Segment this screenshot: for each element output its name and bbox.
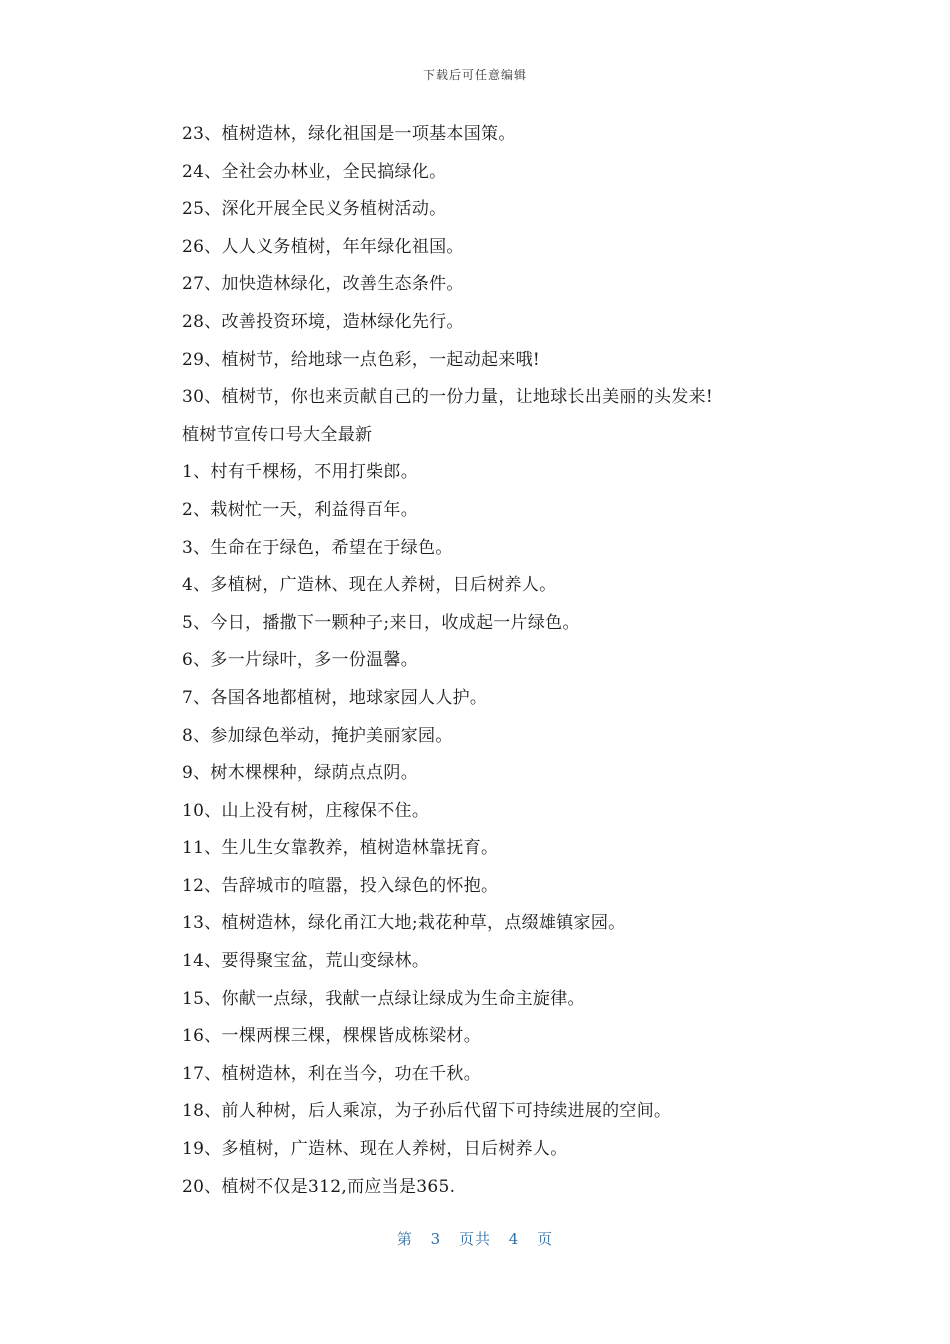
page-footer: 第 3 页共 4 页 (396, 1230, 554, 1248)
page-header: 下载后可任意编辑 (422, 68, 527, 82)
text-line: 29、植树节，给地球一点色彩，一起动起来哦! (182, 349, 541, 370)
text-line: 26、人人义务植树，年年绿化祖国。 (182, 236, 464, 257)
text-line: 24、全社会办林业，全民搞绿化。 (182, 161, 447, 182)
text-line: 12、告辞城市的喧嚣，投入绿色的怀抱。 (182, 875, 499, 896)
text-line: 16、一棵两棵三棵，棵棵皆成栋梁材。 (182, 1026, 482, 1047)
text-line: 11、生儿生女靠教养，植树造林靠抚育。 (182, 838, 499, 859)
text-line: 8、参加绿色举动，掩护美丽家园。 (182, 725, 453, 746)
text-line: 1、村有千棵杨，不用打柴郎。 (182, 462, 419, 483)
text-line: 18、前人种树，后人乘凉，为子孙后代留下可持续进展的空间。 (182, 1101, 672, 1122)
text-line: 27、加快造林绿化，改善生态条件。 (182, 274, 464, 295)
text-line: 30、植树节，你也来贡献自己的一份力量，让地球长出美丽的头发来! (182, 387, 714, 408)
text-line: 2、栽树忙一天，利益得百年。 (182, 499, 419, 520)
text-line: 13、植树造林，绿化甬江大地;栽花种草，点缀雄镇家园。 (182, 913, 626, 934)
section-heading: 植树节宣传口号大全最新 (182, 424, 373, 445)
text-line: 14、要得聚宝盆，荒山变绿林。 (182, 951, 430, 972)
text-line: 25、深化开展全民义务植树活动。 (182, 199, 447, 220)
text-line: 3、生命在于绿色，希望在于绿色。 (182, 537, 453, 558)
text-line: 4、多植树，广造林、现在人养树，日后树养人。 (182, 575, 557, 596)
text-line: 28、改善投资环境，造林绿化先行。 (182, 311, 464, 332)
text-line: 20、植树不仅是312,而应当是365. (182, 1176, 456, 1197)
text-line: 19、多植树，广造林、现在人养树，日后树养人。 (182, 1139, 568, 1160)
text-line: 7、各国各地都植树，地球家园人人护。 (182, 687, 488, 708)
text-line: 9、树木棵棵种，绿荫点点阴。 (182, 763, 419, 784)
text-line: 6、多一片绿叶，多一份温馨。 (182, 650, 419, 671)
text-line: 15、你献一点绿，我献一点绿让绿成为生命主旋律。 (182, 988, 585, 1009)
text-line: 5、今日，播撒下一颗种子;来日，收成起一片绿色。 (182, 612, 580, 633)
text-line: 10、山上没有树，庄稼保不住。 (182, 800, 430, 821)
text-line: 23、植树造林，绿化祖国是一项基本国策。 (182, 124, 516, 144)
text-line: 17、植树造林，利在当今，功在千秋。 (182, 1063, 482, 1084)
document-body (182, 116, 862, 1206)
